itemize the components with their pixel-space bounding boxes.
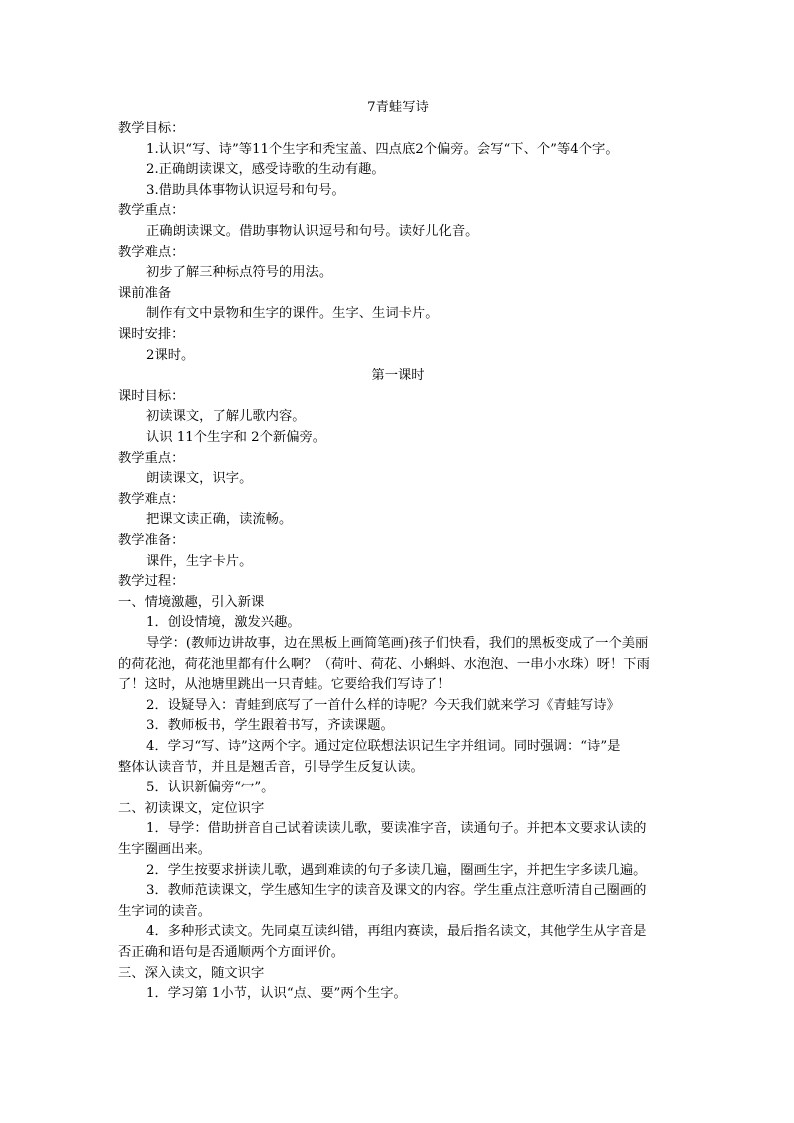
- section-heading: 第一课时: [371, 368, 425, 384]
- text-line: 生字圈画出来。: [118, 842, 212, 857]
- text-line: 一、情境激趣，引入新课: [118, 594, 265, 610]
- text-line: 3．教师范读课文，学生感知生字的读音及课文的内容。学生重点注意听清自己圈画的: [146, 883, 647, 899]
- text-line: 1.认识“写、诗”等11个生字和秃宝盖、四点底2个偏旁。会写“下、个”等4个字。: [146, 141, 619, 157]
- text-line: 5．认识新偏旁“冖”。: [146, 780, 275, 796]
- text-line: 课时安排：: [118, 327, 185, 342]
- text-line: 导学：(教师边讲故事，边在黑板上画简笔画)孩子们快看，我们的黑板变成了一个美丽: [146, 636, 649, 651]
- text-line: 制作有文中景物和生字的课件。生字、生词卡片。: [146, 306, 439, 322]
- text-line: 教学重点：: [118, 450, 185, 466]
- text-line: 1．创设情境，激发兴趣。: [146, 615, 301, 631]
- text-line: 二、初读课文，定位识字: [118, 800, 265, 816]
- text-line: 正确朗读课文。借助事物认识逗号和句号。读好儿化音。: [146, 224, 479, 239]
- text-line: 朗读课文，识字。: [146, 471, 253, 487]
- text-line: 教学难点：: [118, 244, 185, 260]
- text-line: 4．多种形式读文。先同桌互读纠错，再组内赛读，最后指名读文，其他学生从字音是: [146, 924, 647, 940]
- text-line: 2．设疑导入：青蛙到底写了一首什么样的诗呢？今天我们就来学习《青蛙写诗》: [146, 697, 620, 713]
- text-line: 教学重点：: [118, 203, 185, 219]
- text-line: 1．学习第 1小节，认识“点、要”两个生字。: [146, 986, 407, 1002]
- text-line: 把课文读正确，读流畅。: [146, 512, 293, 528]
- text-line: 2课时。: [146, 347, 195, 363]
- text-line: 整体认读音节，并且是翘舌音，引导学生反复认读。: [118, 759, 424, 775]
- text-line: 课时目标：: [118, 388, 185, 404]
- text-line: 初读课文，了解儿歌内容。: [146, 409, 306, 425]
- text-line: 生字词的读音。: [118, 903, 212, 919]
- text-line: 4．学习“写、诗”这两个字。通过定位联想法识记生字并组词。同时强调：“诗”是: [146, 739, 621, 754]
- text-line: 2.正确朗读课文，感受诗歌的生动有趣。: [146, 162, 385, 178]
- text-line: 了！这时，从池塘里跳出一只青蛙。它要给我们写诗了！: [118, 677, 451, 693]
- text-line: 认识 11个生字和 2个新偏旁。: [146, 430, 327, 445]
- text-line: 否正确和语句是否通顺两个方面评价。: [118, 945, 345, 960]
- text-line: 教学目标：: [118, 121, 185, 136]
- text-line: 的荷花池，荷花池里都有什么啊？（荷叶、荷花、小蝌蚪、水泡泡、一串小水珠）呀！下雨: [118, 656, 650, 672]
- document-title: 7青蛙写诗: [367, 100, 429, 115]
- text-line: 1．导学：借助拼音自己试着读读儿歌，要读准字音，读通句子。并把本文要求认读的: [146, 821, 647, 837]
- text-line: 课件，生字卡片。: [146, 553, 253, 569]
- text-line: 2．学生按要求拼读儿歌，遇到难读的句子多读几遍，圈画生字，并把生字多读几遍。: [146, 862, 647, 878]
- text-line: 3.借助具体事物认识逗号和句号。: [146, 182, 345, 198]
- text-line: 教学过程：: [118, 574, 185, 590]
- text-line: 教学难点：: [118, 491, 185, 507]
- text-line: 初步了解三种标点符号的用法。: [146, 265, 333, 281]
- text-line: 教学准备：: [118, 533, 185, 548]
- text-line: 三、深入读文，随文识字: [118, 965, 265, 981]
- text-line: 课前准备: [118, 285, 172, 301]
- text-line: 3．教师板书，学生跟着书写，齐读课题。: [146, 718, 394, 734]
